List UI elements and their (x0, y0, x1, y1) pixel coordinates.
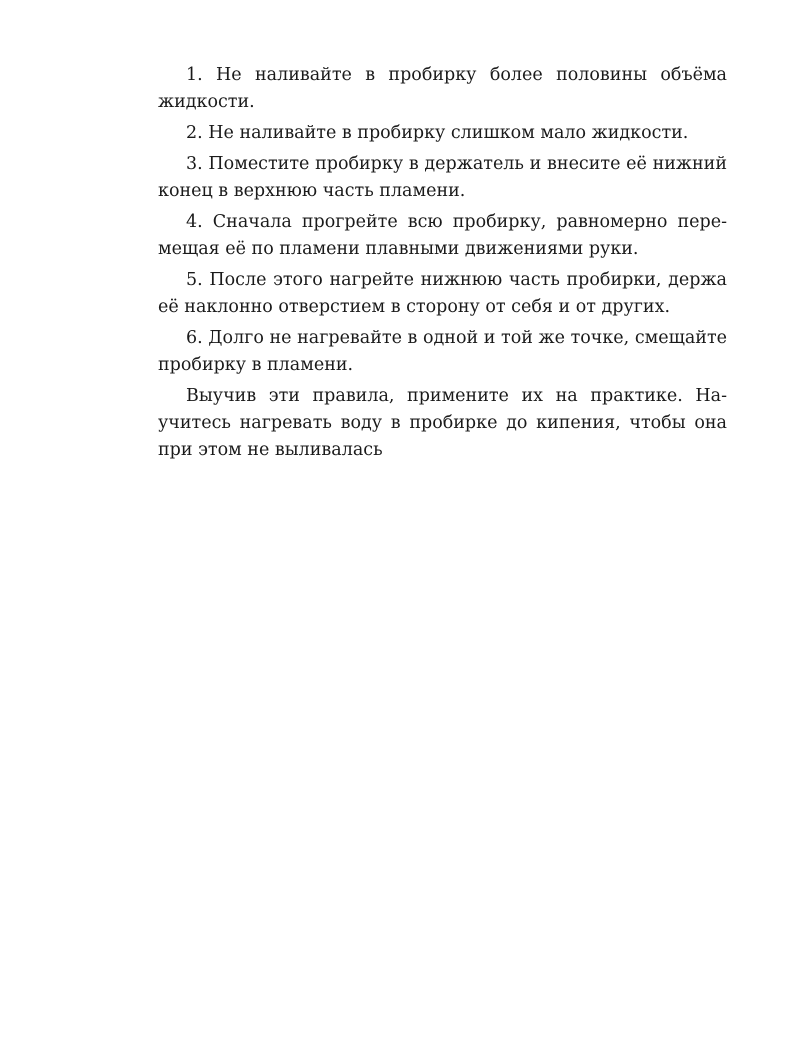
rule-6: 6. Долго не нагревайте в одной и той же точке, смещайте пробирку в пламени. (158, 328, 727, 375)
rule-4: 4. Сначала прогрейте всю пробирку, равномерно перемещая её по пламени плавными движениями руки. (158, 212, 727, 259)
rule-5: 5. После этого нагрейте нижнюю часть пробирки, держа её наклонно отверстием в сторону от себя и от других. (158, 270, 727, 317)
rule-2: 2. Не наливайте в пробирку слишком мало жидкости. (186, 123, 689, 143)
rule-1: 1. Не наливайте в пробирку более половины объёма жидкости. (158, 65, 727, 112)
text-body (158, 62, 727, 468)
closing-paragraph: Выучив эти правила, примените их на практике. Научитесь нагревать воду в пробирке до кипения, чтобы она при этом не выливалась (158, 386, 727, 460)
rule-3: 3. Поместите пробирку в держатель и внесите её нижний конец в верхнюю часть пламени. (158, 154, 727, 201)
